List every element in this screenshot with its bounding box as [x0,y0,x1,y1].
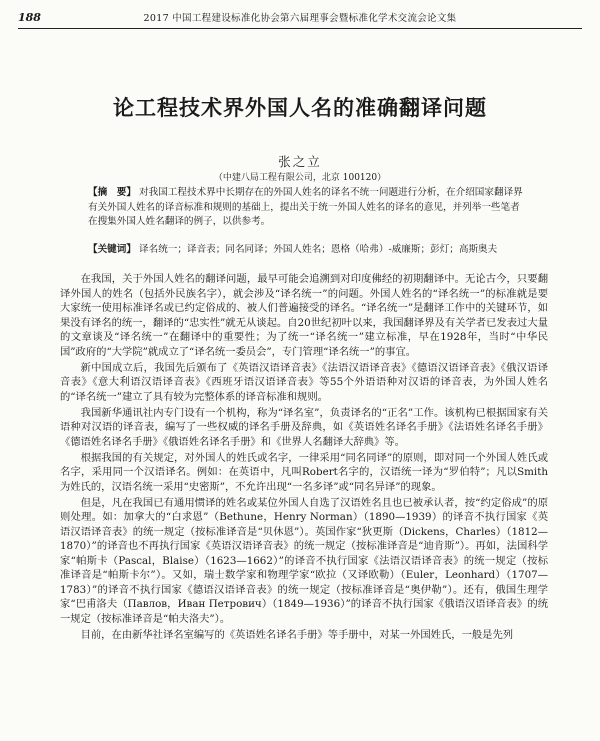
body-paragraph: 在我国，关于外国人姓名的翻译问题，最早可能会追溯到对印度佛经的初期翻译中。无论古今，只要翻译外国人的姓名（包括外民族名字），就会涉及“译名统一”的问题。外国人姓名的“译名统一”的标准就是要大家统一使用标准译名或已约定俗成的、被人们普遍接受的译名。“译名统一”是翻译工作中的关键环节，如果没有译名的统一，翻译的“忠实性”就无从谈起。自20世纪初叶以来，我国翻译界及有关学者已发表过大量的文章谈及“译名统一”在翻译中的重要性；为了统一“译名统一”建立标准，早在1928年，当时“中华民国”政府的“大学院”就成立了“译名统一委员会”，专门管理“译名统一”的事宜。 [60,273,548,358]
article-title: 论工程技术界外国人名的准确翻译问题 [113,96,487,120]
running-header [18,6,582,29]
keywords-label: 【关键词】 [88,244,136,255]
abstract [88,186,528,230]
abstract-text: 对我国工程技术界中长期存在的外国人姓名的译名不统一问题进行分析，在介绍国家翻译界有关外国人姓名的译音标准和规则的基础上，提出关于统一外国人姓名的译名的意见，并列举一些笔者在搜集外国人姓名翻译的例子，以供参考。 [88,187,523,227]
article-body [60,272,548,644]
journal-title: 2017 中国工程建设标准化协会第六届理事会暨标准化学术交流会论文集 [143,13,457,24]
body-paragraph: 根据我国的有关规定，对外国人的姓氏或名字，一律采用“同名同译”的原则，即对同一个外国人姓氏或名字，采用同一个汉语译名。例如：在英语中，凡叫Robert名字的，汉语统一译为“罗伯特”；凡以Smith为姓氏的，汉语名统一采用“史密斯”，不允许出现“一名多译”或“同名异译”的现象。 [60,451,548,493]
author-name: 张之立 [278,154,322,169]
abstract-label: 【摘 要】 [88,187,136,198]
body-paragraph: 目前，在由新华社译名室编写的《英语姓名译名手册》等手册中，对某一外国姓氏，一般是先列 [80,628,514,641]
page-number: 188 [18,10,41,24]
author-affiliation: （中建八局工程有限公司，北京 100120） [213,173,387,183]
body-paragraph: 但是，凡在我国已有通用惯译的姓名或某位外国人自选了汉语姓名且也已被承认者，按“约定俗成”的原则处理。如：加拿大的“白求恩”（Bethune，Henry Norman）（1890—1939）的译音不执行国家《英语汉语译音表》的统一规定（按标准译音是“贝休恩”）。英国作家“狄更斯（Dickens，Charles）（1812—1870）”的译音也不再执行国家《英语汉语译音表》的统一规定（按标准译音是“迪肯斯”）。再如，法国科学家“帕斯卡（Pascal，Blaise）（1623—1662）”的译音不执行国家《法语汉语译音表》的统一规定（按标准译音是“帕斯卡尔”）。又如，瑞士数学家和物理学家“欧拉（又译欧勒）（Euler，Leonhard）（1707—1783）”的译音不执行国家《德语汉语译音表》的统一规定（按标准译音是“奥伊勒”）。还有，俄国生理学家“巴甫洛夫（Павлов，Иван Петрович）（1849—1936）”的译音不执行国家《俄语汉语译音表》的统一规定（按标准译音是“帕夫洛夫”）。 [60,496,548,625]
keywords [88,243,528,257]
body-paragraph: 我国新华通讯社内专门设有一个机构，称为“译名室”，负责译名的“正名”工作。该机构已根据国家有关语种对汉语的译音表，编写了一些权威的译名手册及辞典，如《英语姓名译名手册》《法语姓名译名手册》《德语姓名译名手册》《俄语姓名译名手册》和《世界人名翻译大辞典》等。 [60,406,548,448]
keywords-text: 译名统一；译音表；同名同译；外国人姓名；恩格（哈弗）-威廉斯；彭灯；高斯奥夫 [139,244,498,255]
body-paragraph: 新中国成立后，我国先后颁布了《英语汉语译音表》《法语汉语译音表》《德语汉语译音表》《俄汉语译音表》《意大利语汉语译音表》《西班牙语汉语译音表》等55个外语语种对汉语的译音表，为外国人姓名的“译名统一”建立了具有较为完整体系的译音标准和规则。 [60,361,548,403]
